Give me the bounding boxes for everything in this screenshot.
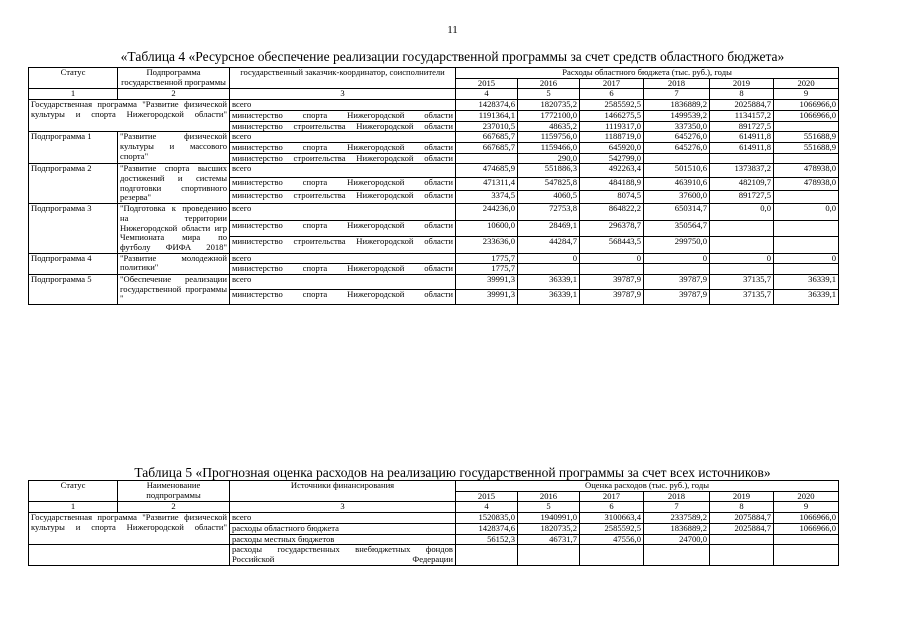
- header-expenses: Расходы областного бюджета (тыс. руб.), годы: [456, 68, 839, 79]
- value-cell: 0,0: [774, 204, 839, 221]
- value-cell: [518, 264, 580, 275]
- value-cell: 1428374,6: [456, 100, 518, 111]
- table-row: [29, 164, 839, 177]
- value-cell: 72753,8: [518, 204, 580, 221]
- executor-cell: всего: [230, 253, 456, 264]
- value-cell: 36339,1: [774, 275, 839, 290]
- value-cell: 290,0: [518, 153, 580, 164]
- value-cell: 1066966,0: [774, 513, 839, 524]
- value-cell: 0: [710, 253, 774, 264]
- executor-cell: министерство строительства Нижегородской области: [230, 190, 456, 203]
- value-cell: 551688,9: [774, 142, 839, 153]
- column-number: 6: [580, 502, 644, 513]
- header-name: Наименование подпрограммы: [118, 481, 230, 502]
- value-cell: [710, 545, 774, 565]
- header-year: 2016: [518, 491, 580, 502]
- value-cell: 645276,0: [644, 142, 710, 153]
- table-5-title: Таблица 5 «Прогнозная оценка расходов на реализацию государственной программы за счет всех источников»: [134, 465, 771, 480]
- table-5: [28, 480, 839, 566]
- value-cell: 1066966,0: [774, 523, 839, 534]
- executor-cell: министерство спорта Нижегородской области: [230, 142, 456, 153]
- value-cell: 46731,7: [518, 534, 580, 545]
- header-subprogram: Подпрограмма государственной программы: [118, 68, 230, 89]
- value-cell: 471311,4: [456, 177, 518, 190]
- value-cell: [456, 545, 518, 565]
- value-cell: 2075884,7: [710, 513, 774, 524]
- value-cell: 244236,0: [456, 204, 518, 221]
- value-cell: [774, 545, 839, 565]
- value-cell: 1836889,2: [644, 100, 710, 111]
- value-cell: 547825,8: [518, 177, 580, 190]
- header-sources: Источники финансирования: [230, 481, 456, 502]
- value-cell: 478938,0: [774, 177, 839, 190]
- executor-cell: министерство спорта Нижегородской области: [230, 110, 456, 121]
- value-cell: 1191364,1: [456, 110, 518, 121]
- column-number: 4: [456, 502, 518, 513]
- value-cell: 39991,3: [456, 290, 518, 305]
- value-cell: 350564,7: [644, 220, 710, 237]
- executor-cell: министерство строительства Нижегородской области: [230, 237, 456, 254]
- value-cell: 2337589,2: [644, 513, 710, 524]
- header-year: 2020: [774, 78, 839, 89]
- value-cell: [774, 153, 839, 164]
- value-cell: 1119317,0: [580, 121, 644, 132]
- value-cell: 2585592,5: [580, 100, 644, 111]
- value-cell: 482109,7: [710, 177, 774, 190]
- subprogram-name: "Подготовка к проведению на территории Нижегородской области игр Чемпионата мира по футболу ФИФА 2018": [118, 204, 230, 254]
- status-cell: Подпрограмма 5: [29, 275, 118, 305]
- value-cell: 1159466,0: [518, 142, 580, 153]
- header-year: 2016: [518, 78, 580, 89]
- status-cell: Подпрограмма 2: [29, 164, 118, 204]
- value-cell: 614911,8: [710, 142, 774, 153]
- header-status: Статус: [29, 68, 118, 89]
- header-year: 2015: [456, 78, 518, 89]
- value-cell: 1134157,2: [710, 110, 774, 121]
- value-cell: 0: [774, 253, 839, 264]
- value-cell: 484188,9: [580, 177, 644, 190]
- value-cell: [710, 220, 774, 237]
- value-cell: 44284,7: [518, 237, 580, 254]
- program-name: Государственная программа "Развитие физической культуры и спорта Нижегородской области": [29, 100, 230, 132]
- value-cell: 36339,1: [518, 275, 580, 290]
- value-cell: 8074,5: [580, 190, 644, 203]
- value-cell: [774, 264, 839, 275]
- executor-cell: всего: [230, 100, 456, 111]
- executor-cell: министерство строительства Нижегородской области: [230, 121, 456, 132]
- value-cell: 39787,9: [580, 275, 644, 290]
- value-cell: 48635,2: [518, 121, 580, 132]
- header-year: 2019: [710, 491, 774, 502]
- executor-cell: всего: [230, 204, 456, 221]
- value-cell: 492263,4: [580, 164, 644, 177]
- value-cell: 39787,9: [644, 275, 710, 290]
- header-year: 2018: [644, 491, 710, 502]
- value-cell: 551886,3: [518, 164, 580, 177]
- column-number: 7: [644, 89, 710, 100]
- value-cell: [710, 237, 774, 254]
- value-cell: 1775,7: [456, 264, 518, 275]
- value-cell: 39787,9: [580, 290, 644, 305]
- executor-cell: министерство спорта Нижегородской области: [230, 264, 456, 275]
- value-cell: 645276,0: [644, 132, 710, 143]
- value-cell: [644, 264, 710, 275]
- value-cell: [774, 190, 839, 203]
- value-cell: 614911,8: [710, 132, 774, 143]
- source-cell: расходы местных бюджетов: [230, 534, 456, 545]
- header-year: 2020: [774, 491, 839, 502]
- value-cell: 2025884,7: [710, 100, 774, 111]
- column-number: 1: [29, 502, 118, 513]
- header-year: 2017: [580, 491, 644, 502]
- value-cell: [644, 545, 710, 565]
- column-number: 3: [230, 89, 456, 100]
- column-number: 7: [644, 502, 710, 513]
- value-cell: [456, 153, 518, 164]
- value-cell: 28469,1: [518, 220, 580, 237]
- value-cell: 1466275,5: [580, 110, 644, 121]
- value-cell: 1772100,0: [518, 110, 580, 121]
- value-cell: [774, 237, 839, 254]
- value-cell: 0: [580, 253, 644, 264]
- value-cell: [774, 534, 839, 545]
- value-cell: 2585592,5: [580, 523, 644, 534]
- status-cell: Подпрограмма 3: [29, 204, 118, 254]
- table-row: [29, 132, 839, 143]
- column-number: 4: [456, 89, 518, 100]
- column-number: 5: [518, 89, 580, 100]
- value-cell: 10600,0: [456, 220, 518, 237]
- value-cell: 0: [518, 253, 580, 264]
- column-number: 2: [118, 89, 230, 100]
- header-year: 2015: [456, 491, 518, 502]
- subprogram-name: "Развитие спорта высших достижений и системы подготовки спортивного резерва": [118, 164, 230, 204]
- value-cell: 37135,7: [710, 290, 774, 305]
- subprogram-name: "Развитие молодежной политики": [118, 253, 230, 274]
- value-cell: 1159756,0: [518, 132, 580, 143]
- value-cell: [774, 121, 839, 132]
- value-cell: 1836889,2: [644, 523, 710, 534]
- value-cell: 0,0: [710, 204, 774, 221]
- status-cell: Подпрограмма 4: [29, 253, 118, 274]
- table-row: [29, 100, 839, 111]
- value-cell: 39991,3: [456, 275, 518, 290]
- value-cell: 501510,6: [644, 164, 710, 177]
- executor-cell: всего: [230, 132, 456, 143]
- value-cell: 891727,5: [710, 190, 774, 203]
- subprogram-name: "Обеспечение реализации государственной программы ": [118, 275, 230, 305]
- column-number: 6: [580, 89, 644, 100]
- value-cell: 478938,0: [774, 164, 839, 177]
- value-cell: 1373837,2: [710, 164, 774, 177]
- status-cell: Подпрограмма 1: [29, 132, 118, 164]
- column-number: 8: [710, 502, 774, 513]
- value-cell: 37600,0: [644, 190, 710, 203]
- value-cell: 237010,5: [456, 121, 518, 132]
- value-cell: [518, 545, 580, 565]
- value-cell: 645920,0: [580, 142, 644, 153]
- value-cell: 1066966,0: [774, 100, 839, 111]
- value-cell: 233636,0: [456, 237, 518, 254]
- value-cell: 667685,7: [456, 142, 518, 153]
- value-cell: 650314,7: [644, 204, 710, 221]
- table-row: [29, 545, 839, 565]
- value-cell: [580, 545, 644, 565]
- value-cell: [710, 534, 774, 545]
- table-row: [29, 253, 839, 264]
- page-number: 11: [447, 24, 458, 36]
- executor-cell: министерство строительства Нижегородской области: [230, 153, 456, 164]
- column-number: 3: [230, 502, 456, 513]
- value-cell: 568443,5: [580, 237, 644, 254]
- value-cell: 39787,9: [644, 290, 710, 305]
- program-name: Государственная программа "Развитие физической культуры и спорта Нижегородской области": [29, 513, 230, 545]
- value-cell: 1499539,2: [644, 110, 710, 121]
- value-cell: 36339,1: [518, 290, 580, 305]
- value-cell: [710, 264, 774, 275]
- value-cell: 864822,2: [580, 204, 644, 221]
- value-cell: 24700,0: [644, 534, 710, 545]
- value-cell: 1940991,0: [518, 513, 580, 524]
- value-cell: 296378,7: [580, 220, 644, 237]
- value-cell: 891727,5: [710, 121, 774, 132]
- value-cell: [644, 153, 710, 164]
- value-cell: 1820735,2: [518, 100, 580, 111]
- header-year: 2018: [644, 78, 710, 89]
- executor-cell: министерство спорта Нижегородской области: [230, 220, 456, 237]
- value-cell: 1520835,0: [456, 513, 518, 524]
- source-cell: всего: [230, 513, 456, 524]
- value-cell: 3374,5: [456, 190, 518, 203]
- subprogram-name: "Развитие физической культуры и массового спорта": [118, 132, 230, 164]
- value-cell: 36339,1: [774, 290, 839, 305]
- value-cell: 1820735,2: [518, 523, 580, 534]
- column-number: 9: [774, 89, 839, 100]
- value-cell: 474685,9: [456, 164, 518, 177]
- value-cell: 551688,9: [774, 132, 839, 143]
- value-cell: 47556,0: [580, 534, 644, 545]
- table-row: [29, 275, 839, 290]
- value-cell: 37135,7: [710, 275, 774, 290]
- empty-cell: [29, 545, 230, 565]
- value-cell: 56152,3: [456, 534, 518, 545]
- value-cell: [774, 220, 839, 237]
- value-cell: 337350,0: [644, 121, 710, 132]
- value-cell: 2025884,7: [710, 523, 774, 534]
- value-cell: 299750,0: [644, 237, 710, 254]
- value-cell: 1066966,0: [774, 110, 839, 121]
- executor-cell: всего: [230, 275, 456, 290]
- executor-cell: всего: [230, 164, 456, 177]
- table-row: [29, 513, 839, 524]
- value-cell: 3100663,4: [580, 513, 644, 524]
- table-row: [29, 204, 839, 221]
- header-customer: государственный заказчик-координатор, соисполнители: [230, 68, 456, 89]
- value-cell: 463910,6: [644, 177, 710, 190]
- column-number: 9: [774, 502, 839, 513]
- header-estimate: Оценка расходов (тыс. руб.), годы: [456, 481, 839, 492]
- value-cell: 1428374,6: [456, 523, 518, 534]
- column-number: 2: [118, 502, 230, 513]
- table-4: [28, 67, 839, 305]
- column-number: 5: [518, 502, 580, 513]
- value-cell: 4060,5: [518, 190, 580, 203]
- header-status: Статус: [29, 481, 118, 502]
- value-cell: 1188719,0: [580, 132, 644, 143]
- source-cell: расходы государственных внебюджетных фондов Российской Федерации: [230, 545, 456, 565]
- value-cell: 0: [644, 253, 710, 264]
- value-cell: 542799,0: [580, 153, 644, 164]
- executor-cell: министерство спорта Нижегородской области: [230, 177, 456, 190]
- source-cell: расходы областного бюджета: [230, 523, 456, 534]
- executor-cell: министерство спорта Нижегородской области: [230, 290, 456, 305]
- column-number: 8: [710, 89, 774, 100]
- column-number: 1: [29, 89, 118, 100]
- header-year: 2017: [580, 78, 644, 89]
- table-4-title: «Таблица 4 «Ресурсное обеспечение реализации государственной программы за счет средств областного бюджета»: [120, 49, 785, 64]
- value-cell: 1775,7: [456, 253, 518, 264]
- value-cell: [580, 264, 644, 275]
- value-cell: [710, 153, 774, 164]
- header-year: 2019: [710, 78, 774, 89]
- value-cell: 667685,7: [456, 132, 518, 143]
